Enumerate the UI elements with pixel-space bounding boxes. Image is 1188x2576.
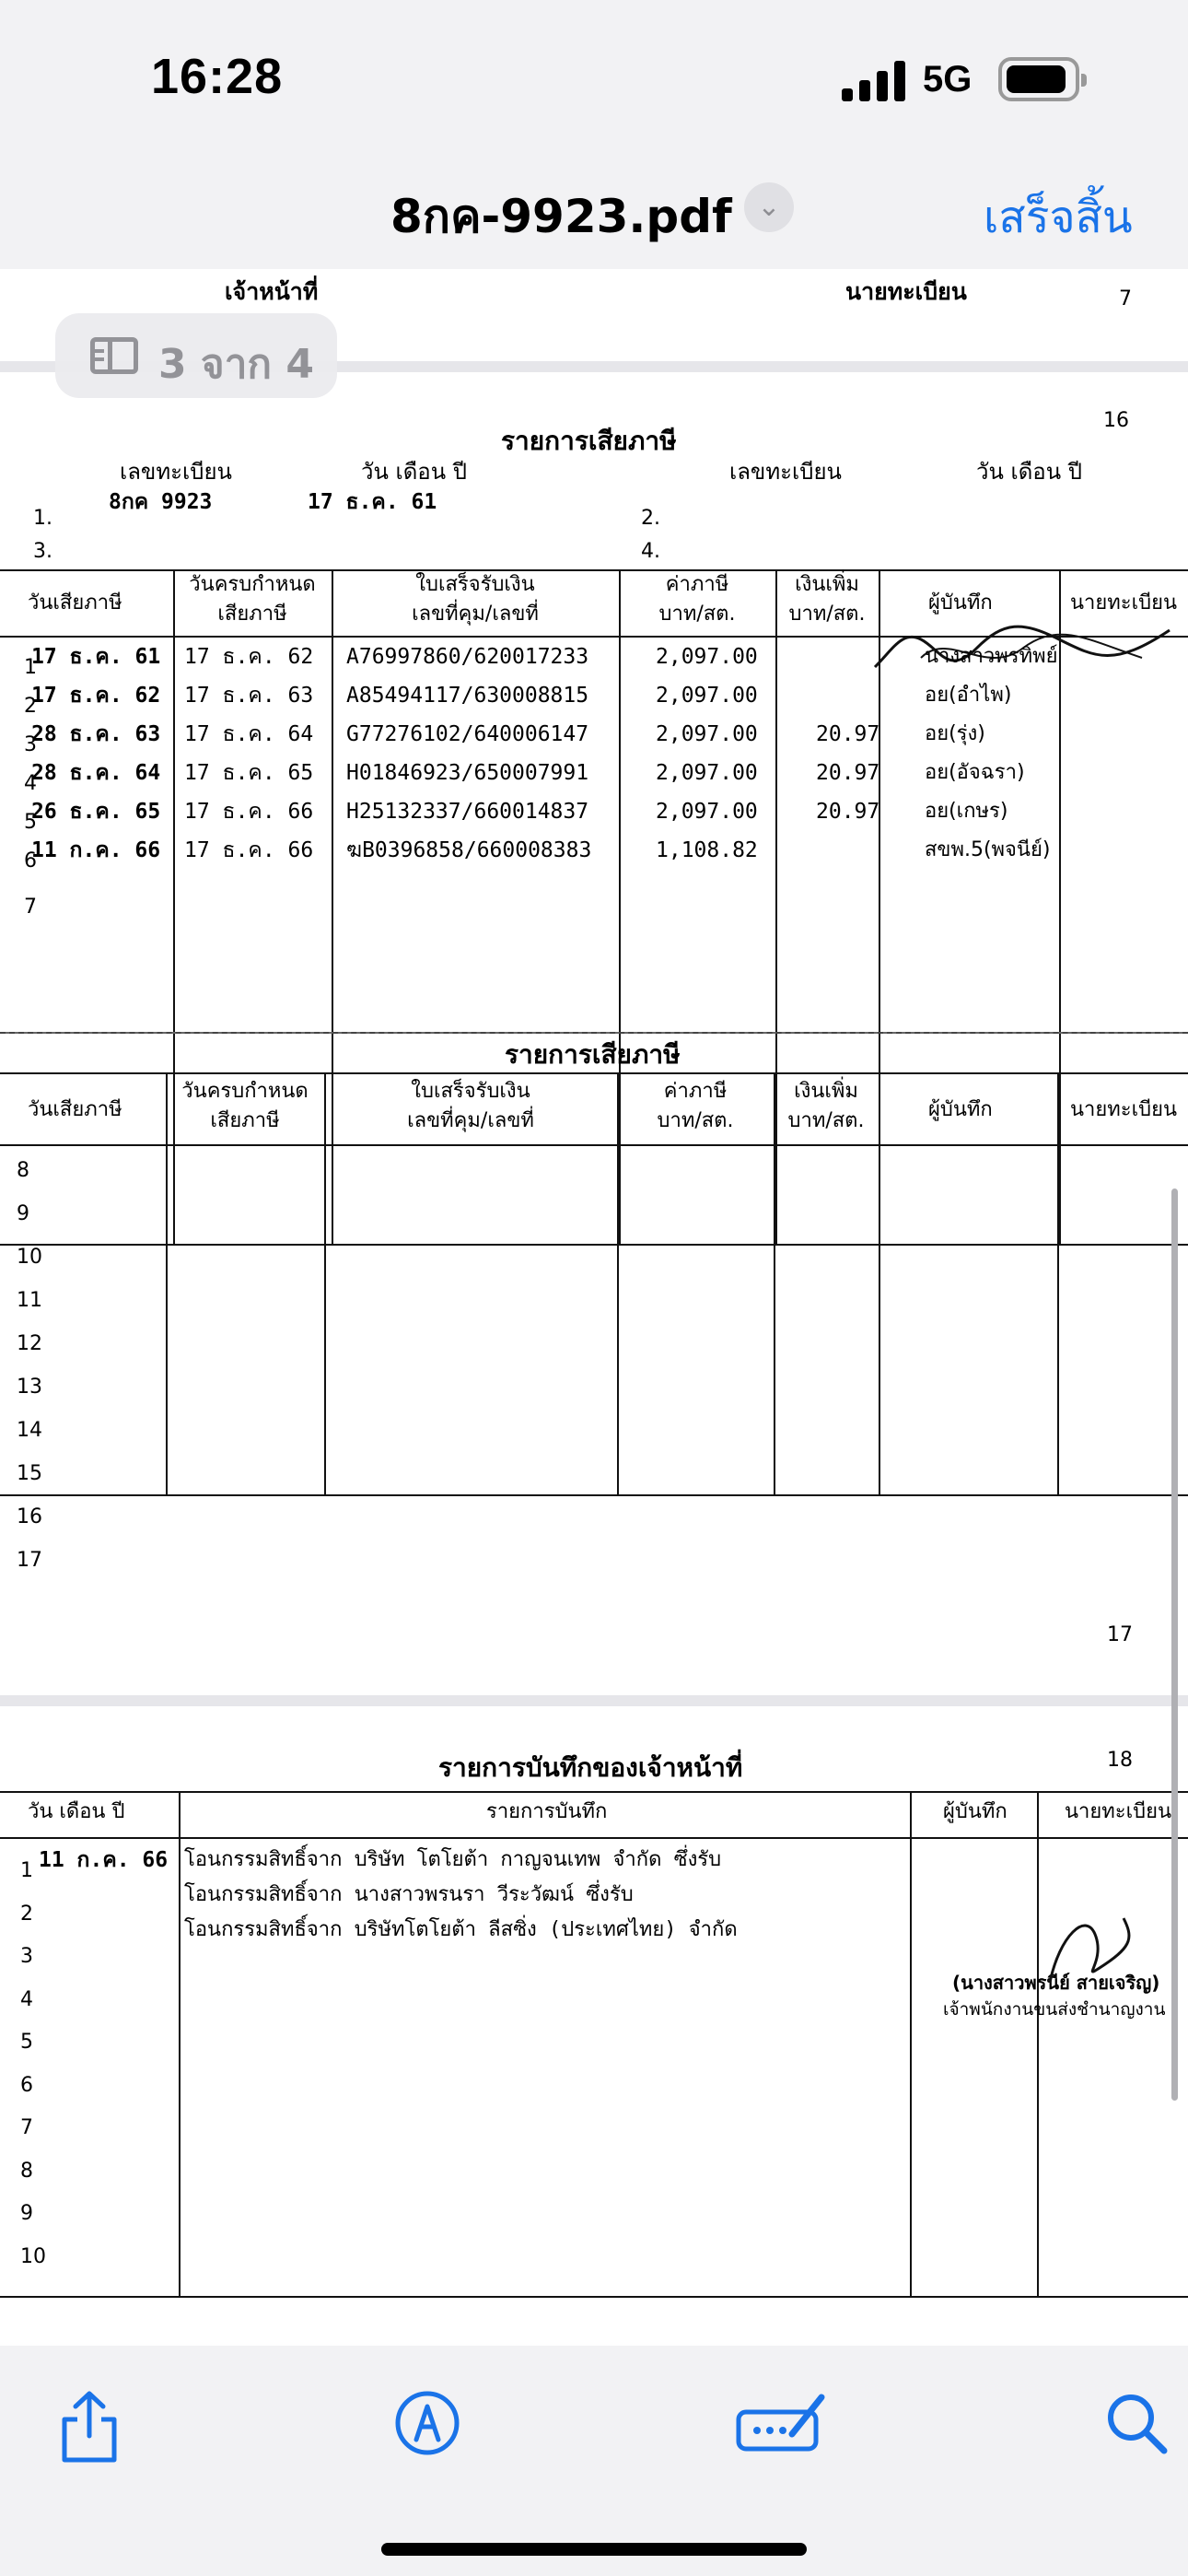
signal-icon: [842, 61, 906, 101]
row-number: 2: [24, 695, 37, 718]
col-header-due: วันครบกำหนด: [181, 1080, 309, 1103]
tax-cell: 1,108.82: [656, 838, 758, 862]
page-separator: [0, 1695, 1188, 1706]
col-header-surcharge: เงินเพิ่ม: [795, 573, 859, 596]
recorder-cell: นางสาวพรทิพย์: [925, 645, 1058, 668]
row-number: 4: [20, 1987, 33, 2011]
document-title[interactable]: 8กค-9923.pdf: [390, 190, 732, 243]
due-date-cell: 17 ธ.ค. 63: [184, 684, 314, 708]
tax-cell: 2,097.00: [656, 645, 758, 669]
line-number: 2.: [641, 507, 660, 530]
row-number: 2: [20, 1902, 33, 1926]
signer-title: เจ้าพนักงานขนส่งชำนาญงาน: [943, 1999, 1166, 2020]
page-number-7: 7: [1119, 287, 1132, 310]
col-header-recorder: ผู้บันทึก: [928, 1098, 993, 1121]
col-header-tax: ค่าภาษี: [663, 1080, 728, 1103]
paid-date-cell: 11 ก.ค. 66: [31, 838, 161, 862]
col-header-receipt-2: เลขที่คุม/เลขที่: [407, 1109, 534, 1132]
recorder-cell: อย(เกษร): [925, 800, 1008, 823]
col-header-registrar: นายทะเบียน: [1070, 1098, 1178, 1121]
entry-line: โอนกรรมสิทธิ์จาก นางสาวพรนรา วีระวัฒน์ ซึ่งรับ: [184, 1883, 634, 1906]
row-number: 3: [20, 1945, 33, 1968]
col-header-date: วัน เดือน ปี: [28, 1800, 125, 1823]
entry-line: โอนกรรมสิทธิ์จาก บริษัท โตโยต้า กาญจนเทพ จำกัด ซึ่งรับ: [184, 1848, 722, 1871]
col-header-surcharge-2: บาท/สต.: [788, 603, 866, 626]
col-header-registrar: นายทะเบียน: [1070, 591, 1178, 615]
row-number: 14: [17, 1419, 42, 1442]
row-number: 8: [17, 1159, 29, 1182]
section-title: รายการบันทึกของเจ้าหน้าที่: [438, 1752, 743, 1783]
row-number: 9: [17, 1202, 29, 1225]
row-number: 12: [17, 1332, 42, 1355]
surcharge-cell: 20.97: [816, 761, 880, 785]
col-header-registrar: นายทะเบียน: [1065, 1800, 1172, 1823]
col-header-receipt-2: เลขที่คุม/เลขที่: [412, 603, 539, 626]
page-number-18: 18: [1107, 1749, 1133, 1772]
col-header-due: วันครบกำหนด: [189, 573, 316, 596]
line-number: 4.: [641, 540, 660, 563]
col-header-surcharge-2: บาท/สต.: [787, 1109, 865, 1132]
sidebar-icon[interactable]: [90, 337, 138, 374]
col-header-due-2: เสียภาษี: [217, 603, 287, 626]
col-header-surcharge: เงินเพิ่ม: [794, 1080, 858, 1103]
officer-label: เจ้าหน้าที่: [225, 278, 319, 305]
recorder-cell: อย(อัจฉรา): [925, 761, 1025, 784]
recorder-cell: สขพ.5(พจนีย์): [925, 838, 1051, 861]
surcharge-cell: 20.97: [816, 722, 880, 746]
tax-cell: 2,097.00: [656, 722, 758, 746]
date-label: วัน เดือน ปี: [361, 459, 467, 485]
signer-name: (นางสาวพรนีย์ สายเจริญ): [952, 1972, 1160, 1994]
col-header-entry: รายการบันทึก: [486, 1800, 608, 1823]
entry-line: โอนกรรมสิทธิ์จาก บริษัทโตโยต้า ลีสซิ่ง (ประเทศไทย) จำกัด: [184, 1918, 738, 1941]
paid-date-cell: 17 ธ.ค. 62: [31, 684, 161, 708]
receipt-cell: A76997860/620017233: [346, 645, 589, 669]
row-number: 10: [20, 2244, 46, 2268]
page-indicator[interactable]: 3 จาก 4: [55, 313, 337, 398]
col-header-paid-date: วันเสียภาษี: [28, 591, 122, 615]
reg-date-value: 17 ธ.ค. 61: [308, 490, 437, 514]
row-number: 8: [20, 2159, 33, 2183]
recorder-cell: อย(อำไพ): [925, 684, 1012, 707]
paid-date-cell: 26 ธ.ค. 65: [31, 800, 161, 824]
due-date-cell: 17 ธ.ค. 66: [184, 838, 314, 862]
due-date-cell: 17 ธ.ค. 65: [184, 761, 314, 785]
due-date-cell: 17 ธ.ค. 62: [184, 645, 314, 669]
markup-icon[interactable]: [394, 2390, 460, 2456]
status-time: 16:28: [151, 49, 284, 104]
due-date-cell: 17 ธ.ค. 64: [184, 722, 314, 746]
receipt-cell: G77276102/640006147: [346, 722, 589, 746]
col-header-due-2: เสียภาษี: [210, 1109, 280, 1132]
col-header-receipt: ใบเสร็จรับเงิน: [415, 573, 535, 596]
row-number: 1: [24, 656, 37, 679]
scrollbar[interactable]: [1171, 1188, 1178, 2101]
row-number: 15: [17, 1462, 42, 1485]
row-number: 5: [20, 2031, 33, 2054]
page-number-17: 17: [1107, 1623, 1133, 1646]
section-title: รายการเสียภาษี: [501, 426, 677, 456]
home-indicator: [381, 2543, 807, 2556]
recorder-cell: อย(รุ่ง): [925, 722, 985, 745]
col-header-tax: ค่าภาษี: [665, 573, 729, 596]
row-number: 1: [20, 1859, 33, 1882]
row-number: 11: [17, 1289, 42, 1312]
row-number: 16: [17, 1505, 42, 1528]
share-icon[interactable]: [57, 2390, 122, 2464]
col-header-recorder: ผู้บันทึก: [928, 591, 993, 615]
tax-cell: 2,097.00: [656, 761, 758, 785]
row-number: 7: [20, 2116, 33, 2139]
line-number: 1.: [33, 507, 52, 530]
receipt-cell: H01846923/650007991: [346, 761, 589, 785]
row-number: 6: [20, 2073, 33, 2097]
battery-icon: [998, 57, 1079, 101]
network-type: 5G: [923, 59, 973, 100]
col-header-tax-2: บาท/สต.: [658, 603, 736, 626]
col-header-tax-2: บาท/สต.: [657, 1109, 734, 1132]
reg-number-value: 8กค 9923: [109, 490, 213, 514]
date-label-2: วัน เดือน ปี: [976, 459, 1082, 485]
chevron-down-icon[interactable]: ⌄: [744, 182, 794, 232]
col-header-paid-date: วันเสียภาษี: [28, 1098, 122, 1121]
reg-number-label-2: เลขทะเบียน: [729, 459, 842, 485]
row-number: 4: [24, 772, 37, 795]
row-number: 3: [24, 733, 37, 756]
line-number: 3.: [33, 540, 52, 563]
registrar-label: นายทะเบียน: [845, 278, 967, 305]
surcharge-cell: 20.97: [816, 800, 880, 824]
col-header-receipt: ใบเสร็จรับเงิน: [411, 1080, 530, 1103]
row-number: 10: [17, 1246, 42, 1269]
paid-date-cell: 28 ธ.ค. 64: [31, 761, 161, 785]
receipt-cell: ฆB0396858/660008383: [346, 838, 592, 862]
row-number: 6: [24, 849, 37, 872]
reg-number-label: เลขทะเบียน: [120, 459, 232, 485]
paid-date-cell: 28 ธ.ค. 63: [31, 722, 161, 746]
done-button[interactable]: เสร็จสิ้น: [984, 192, 1133, 243]
section-title: รายการเสียภาษี: [505, 1039, 681, 1070]
receipt-cell: H25132337/660014837: [346, 800, 589, 824]
page-number-16: 16: [1103, 409, 1129, 432]
row-number: 13: [17, 1376, 42, 1399]
receipt-cell: A85494117/630008815: [346, 684, 589, 708]
bottom-toolbar: [0, 2346, 1188, 2576]
tax-cell: 2,097.00: [656, 684, 758, 708]
entry-date: 11 ก.ค. 66: [39, 1848, 169, 1872]
col-header-recorder: ผู้บันทึก: [943, 1800, 1007, 1823]
pdf-document-view[interactable]: [0, 269, 1188, 2346]
form-fill-icon[interactable]: [735, 2392, 827, 2453]
paid-date-cell: 17 ธ.ค. 61: [31, 645, 161, 669]
search-icon[interactable]: [1103, 2390, 1170, 2456]
row-number: 9: [20, 2202, 33, 2225]
row-number: 7: [24, 896, 37, 919]
signature-mark: [1031, 1900, 1142, 2001]
tax-cell: 2,097.00: [656, 800, 758, 824]
row-number: 5: [24, 811, 37, 834]
row-number: 17: [17, 1549, 42, 1572]
due-date-cell: 17 ธ.ค. 66: [184, 800, 314, 824]
